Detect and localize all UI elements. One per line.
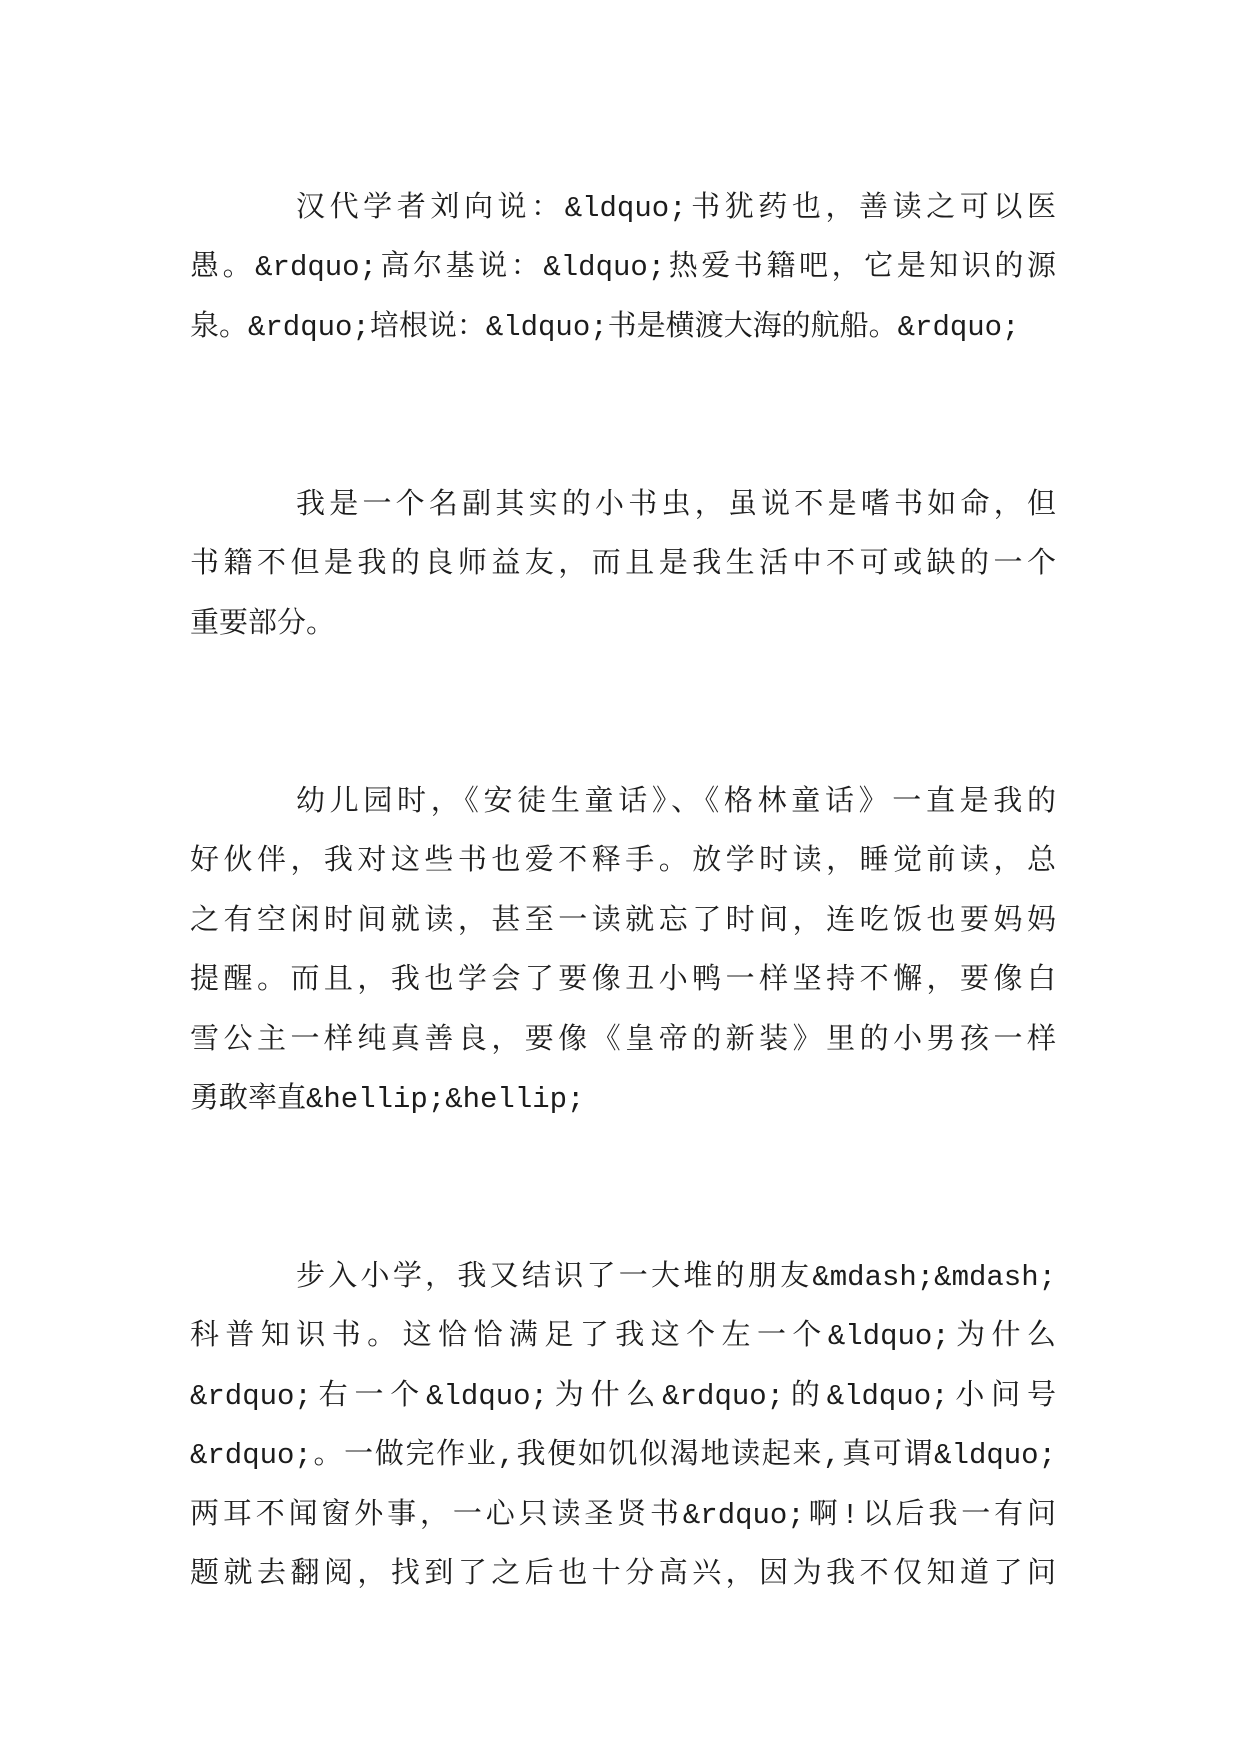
paragraph-line: 汉代学者刘向说：&ldquo;书犹药也，善读之可以医 bbox=[296, 192, 1056, 225]
paragraph-line: 好伙伴，我对这些书也爱不释手。放学时读，睡觉前读，总 bbox=[190, 845, 1056, 879]
paragraph-4 bbox=[190, 1248, 1056, 1604]
paragraph-line: 书籍不但是我的良师益友，而且是我生活中不可或缺的一个 bbox=[190, 548, 1056, 582]
paragraph-line: 泉。&rdquo;培根说：&ldquo;书是横渡大海的航船。&rdquo; bbox=[190, 310, 1020, 344]
paragraph-2 bbox=[190, 476, 1056, 654]
paragraph-line: 我是一个名副其实的小书虫，虽说不是嗜书如命，但 bbox=[296, 488, 1056, 522]
paragraph-line: 之有空闲时间就读，甚至一读就忘了时间，连吃饭也要妈妈 bbox=[190, 904, 1056, 938]
paragraph-1 bbox=[190, 179, 1056, 357]
paragraph-line: 雪公主一样纯真善良，要像《皇帝的新装》里的小男孩一样 bbox=[190, 1023, 1056, 1057]
paragraph-line: 步入小学，我又结识了一大堆的朋友&mdash;&mdash; bbox=[296, 1261, 1056, 1295]
paragraph-line: 幼儿园时，《安徒生童话》、《格林童话》一直是我的 bbox=[296, 785, 1056, 819]
paragraph-line: 题就去翻阅，找到了之后也十分高兴，因为我不仅知道了问 bbox=[190, 1558, 1056, 1592]
paragraph-line: 两耳不闻窗外事，一心只读圣贤书&rdquo;啊!以后我一有问 bbox=[190, 1498, 1056, 1532]
paragraph-line: &rdquo;右一个&ldquo;为什么&rdquo;的&ldquo;小问号 bbox=[190, 1379, 1056, 1413]
paragraph-line: 提醒。而且，我也学会了要像丑小鸭一样坚持不懈，要像白 bbox=[190, 964, 1056, 998]
paragraph-line: 愚。&rdquo;高尔基说：&ldquo;热爱书籍吧，它是知识的源 bbox=[190, 251, 1056, 285]
paragraph-line: 重要部分。 bbox=[190, 607, 336, 641]
paragraph-line: 勇敢率直&hellip;&hellip; bbox=[190, 1082, 585, 1116]
document-body bbox=[190, 179, 1056, 1604]
paragraph-3 bbox=[190, 773, 1056, 1129]
paragraph-line: &rdquo;。一做完作业,我便如饥似渴地读起来,真可谓&ldquo; bbox=[190, 1439, 1056, 1473]
paragraph-line: 科普知识书。这恰恰满足了我这个左一个&ldquo;为什么 bbox=[190, 1320, 1056, 1354]
